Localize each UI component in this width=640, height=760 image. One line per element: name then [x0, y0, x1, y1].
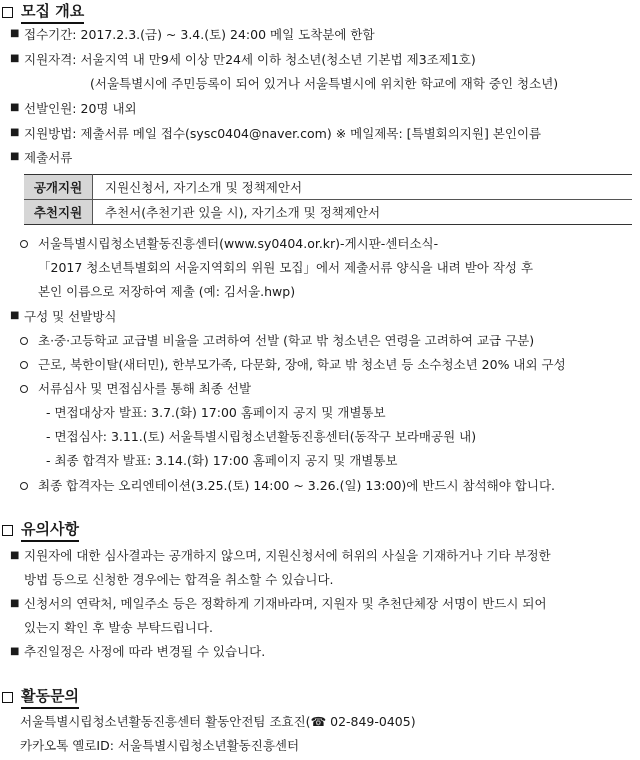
bullet-icon: ■	[10, 127, 20, 138]
period-text: 접수기간: 2017.2.3.(금) ~ 3.4.(토) 24:00 메일 도착분에 한함	[24, 27, 375, 42]
square-outline-icon	[2, 692, 13, 703]
docs-label: 제출서류	[24, 150, 73, 165]
notice-line: 신청서의 연락처, 메일주소 등은 정확하게 기재바라며, 지원자 및 추천단체장 서명이 반드시 되어	[24, 596, 547, 611]
selection-label: 구성 및 선발방식	[24, 309, 117, 324]
square-outline-icon	[2, 525, 13, 536]
table-key: 추천지원	[24, 200, 93, 225]
table-value: 추천서(추천기관 있을 시), 자기소개 및 정책제안서	[93, 200, 633, 225]
circle-outline-icon	[20, 385, 28, 393]
table-row	[24, 200, 632, 225]
method-text: 지원방법: 제출서류 메일 접수(sysc0404@naver.com) ※ 메일제목: [특별회의지원] 본인이름	[24, 126, 542, 141]
step-item: - 최종 합격자 발표: 3.14.(화) 17:00 홈페이지 공지 및 개별통보	[46, 453, 398, 468]
table-key: 공개지원	[24, 175, 93, 200]
circle-outline-icon	[20, 361, 28, 369]
docs-note-line: 서울특별시립청소년활동진흥센터(www.sy0404.or.kr)-게시판-센터소식-	[38, 236, 439, 251]
bullet-icon: ■	[10, 53, 20, 64]
bullet-icon: ■	[10, 550, 20, 561]
bullet-icon: ■	[10, 28, 20, 39]
orientation-text: 최종 합격자는 오리엔테이션(3.25.(토) 14:00 ~ 3.26.(일) 13:00)에 반드시 참석해야 합니다.	[38, 478, 556, 493]
step-item: - 면접심사: 3.11.(토) 서울특별시립청소년활동진흥센터(동작구 보라매공원 내)	[46, 429, 477, 444]
section-header-notice	[2, 518, 79, 542]
bullet-icon: ■	[10, 646, 20, 657]
contact-line	[20, 712, 416, 730]
selection-item: 초·중·고등학교 교급별 비율을 고려하여 선발 (학교 밖 청소년은 연령을 고려하여 교급 구분)	[38, 333, 535, 348]
section-header-contact	[2, 685, 79, 709]
docs-table	[24, 174, 632, 225]
bullet-icon: ■	[10, 598, 20, 609]
bullet-icon: ■	[10, 310, 20, 321]
table-value: 지원신청서, 자기소개 및 정책제안서	[93, 175, 633, 200]
circle-outline-icon	[20, 482, 28, 490]
notice-line: 추진일정은 사정에 따라 변경될 수 있습니다.	[24, 644, 266, 659]
square-outline-icon	[2, 7, 13, 18]
contact-text: 서울특별시립청소년활동진흥센터 활동안전팀 조효진(	[20, 714, 311, 729]
notice-line: 지원자에 대한 심사결과는 공개하지 않으며, 지원신청서에 허위의 사실을 기재하거나 기타 부정한	[24, 548, 551, 563]
section-title: 활동문의	[21, 685, 79, 709]
qualification-note: (서울특별시에 주민등록이 되어 있거나 서울특별시에 위치한 학교에 재학 중인 청소년)	[90, 76, 559, 91]
circle-outline-icon	[20, 240, 28, 248]
notice-line: 있는지 확인 후 발송 부탁드립니다.	[24, 620, 213, 635]
docs-note-line: 본인 이름으로 저장하여 제출 (예: 김서울.hwp)	[38, 284, 296, 299]
section-header-recruit	[2, 0, 84, 24]
selection-item: 근로, 북한이탈(새터민), 한부모가족, 다문화, 장애, 학교 밖 청소년 등 소수청소년 20% 내외 구성	[38, 357, 566, 372]
kakao-line: 카카오톡 옐로ID: 서울특별시립청소년활동진흥센터	[20, 738, 300, 753]
qualification-text: 지원자격: 서울지역 내 만9세 이상 만24세 이하 청소년(청소년 기본법 제3조제1호)	[24, 52, 476, 67]
step-item: - 면접대상자 발표: 3.7.(화) 17:00 홈페이지 공지 및 개별통보	[46, 405, 386, 420]
phone-icon: ☎	[310, 714, 327, 729]
phone-number: 02-849-0405)	[326, 714, 416, 729]
table-row	[24, 175, 632, 200]
bullet-icon: ■	[10, 102, 20, 113]
selection-item: 서류심사 및 면접심사를 통해 최종 선발	[38, 381, 252, 396]
bullet-icon: ■	[10, 151, 20, 162]
notice-line: 방법 등으로 신청한 경우에는 합격을 취소할 수 있습니다.	[24, 572, 334, 587]
section-title: 모집 개요	[21, 0, 84, 24]
section-title: 유의사항	[21, 518, 79, 542]
docs-note-line: 「2017 청소년특별회의 서울지역회의 위원 모집」에서 제출서류 양식을 내려 받아 작성 후	[38, 260, 534, 275]
circle-outline-icon	[20, 337, 28, 345]
count-text: 선발인원: 20명 내외	[24, 101, 137, 116]
